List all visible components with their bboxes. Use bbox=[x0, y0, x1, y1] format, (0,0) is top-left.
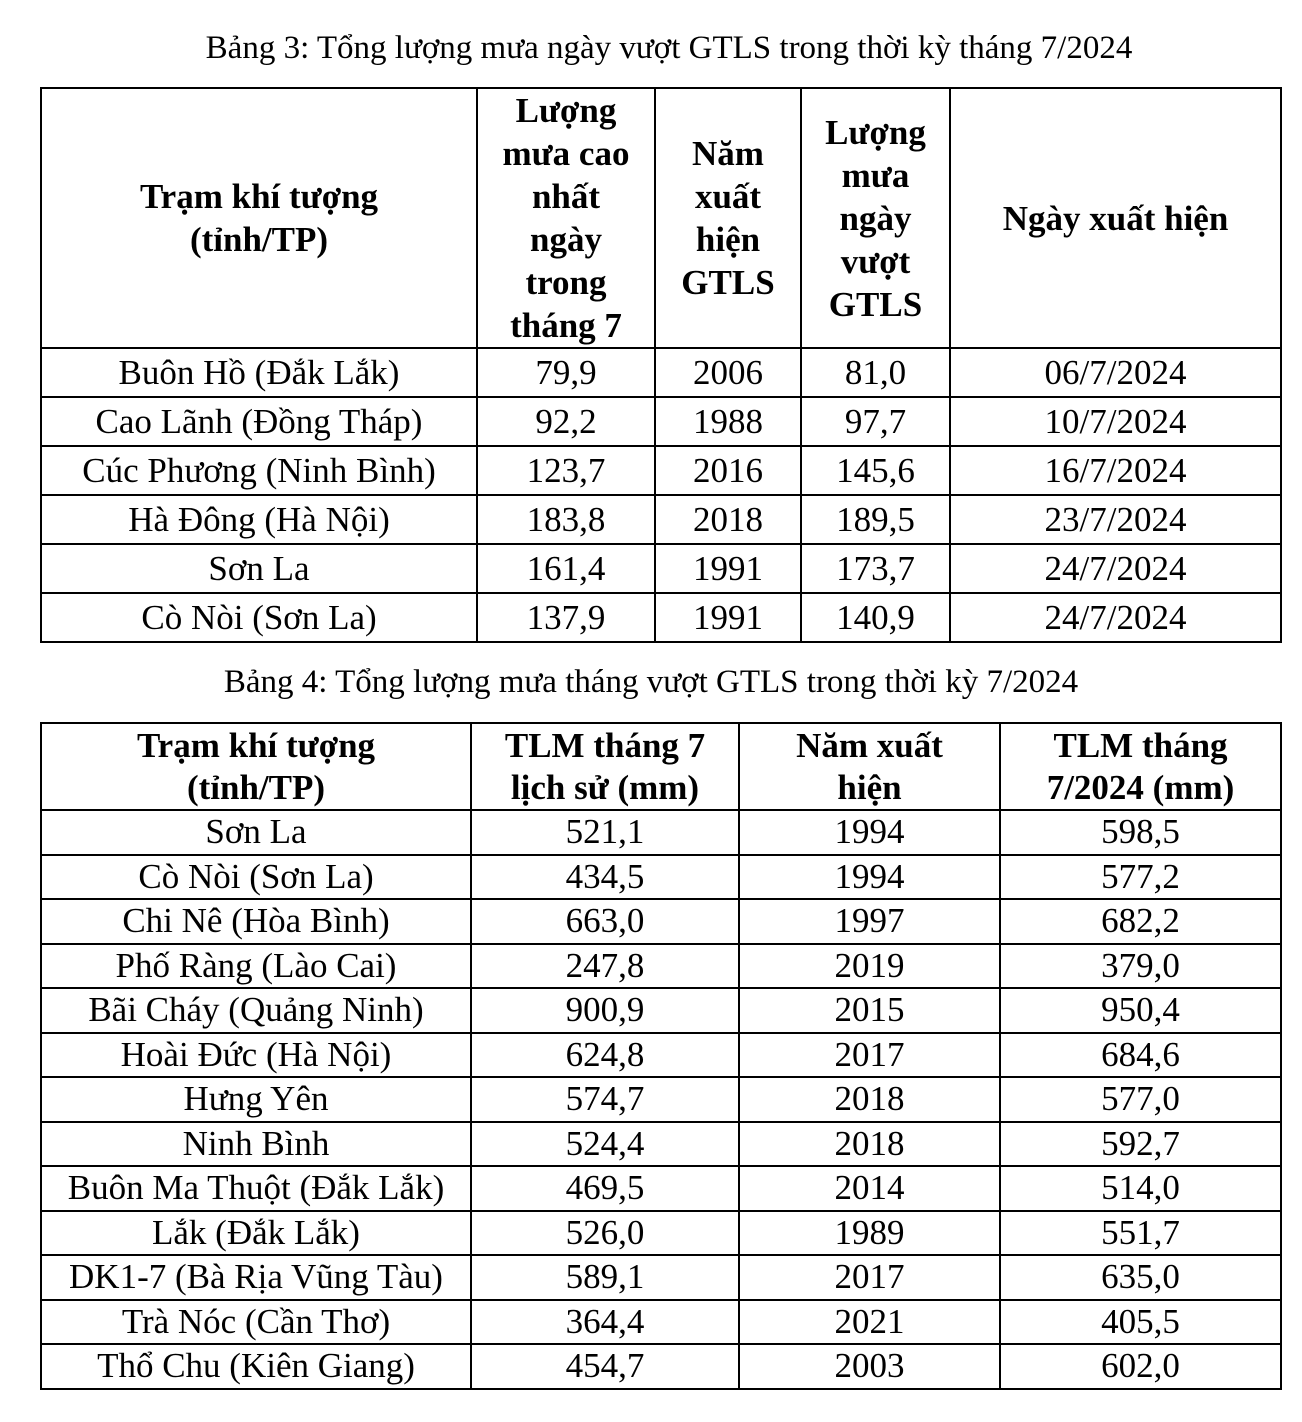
table3-row bbox=[41, 593, 1281, 642]
table3-header-line: ngày bbox=[839, 198, 912, 238]
table3-station-cell: Cò Nòi (Sơn La) bbox=[41, 593, 477, 642]
table3-header-line: nhất bbox=[531, 177, 601, 216]
table4-row bbox=[41, 1211, 1281, 1256]
table3-header-line: Lượng bbox=[515, 91, 617, 130]
table3-value-cell: 81,0 bbox=[801, 348, 950, 397]
table3-header-line: Trạm khí tượng bbox=[139, 177, 379, 216]
table3-value-cell: 173,7 bbox=[801, 544, 950, 593]
table4-row bbox=[41, 810, 1281, 855]
table4-value-cell: 405,5 bbox=[1000, 1300, 1281, 1345]
table4-value-cell: 574,7 bbox=[471, 1077, 739, 1122]
table4-value-cell: 635,0 bbox=[1000, 1255, 1281, 1300]
table4-value-cell: 521,1 bbox=[471, 810, 739, 855]
table4-value-cell: 2003 bbox=[739, 1344, 1000, 1389]
table3-value-cell: 183,8 bbox=[477, 495, 655, 544]
table4-header-cell bbox=[1000, 723, 1281, 810]
table4-row bbox=[41, 988, 1281, 1033]
table4-header-line: hiện bbox=[837, 767, 902, 807]
table3-value-cell: 10/7/2024 bbox=[950, 397, 1281, 446]
table3-header-cell bbox=[477, 88, 655, 348]
table3-value-cell: 97,7 bbox=[801, 397, 950, 446]
table4-value-cell: 434,5 bbox=[471, 855, 739, 900]
table4-value-cell: 684,6 bbox=[1000, 1033, 1281, 1078]
table3-value-cell: 1991 bbox=[655, 544, 801, 593]
table4-value-cell: 2019 bbox=[739, 944, 1000, 989]
table4-row bbox=[41, 1122, 1281, 1167]
table4-row bbox=[41, 1344, 1281, 1389]
table4-station-cell: Lắk (Đắk Lắk) bbox=[41, 1211, 471, 1256]
table4-header-cell bbox=[739, 723, 1000, 810]
table4-station-cell: Buôn Ma Thuột (Đắk Lắk) bbox=[41, 1166, 471, 1211]
table3-header-line: Ngày xuất hiện bbox=[1002, 198, 1229, 238]
table4-value-cell: 2015 bbox=[739, 988, 1000, 1033]
table3-value-cell: 2018 bbox=[655, 495, 801, 544]
table3-header-line: tháng 7 bbox=[510, 306, 622, 345]
table4-value-cell: 2014 bbox=[739, 1166, 1000, 1211]
table4-row bbox=[41, 855, 1281, 900]
table3-value-cell: 23/7/2024 bbox=[950, 495, 1281, 544]
table4-value-cell: 526,0 bbox=[471, 1211, 739, 1256]
table4-value-cell: 524,4 bbox=[471, 1122, 739, 1167]
table3-station-cell: Sơn La bbox=[41, 544, 477, 593]
table4-header-cell bbox=[41, 723, 471, 810]
table3-header-line: GTLS bbox=[681, 263, 775, 302]
table4-value-cell: 682,2 bbox=[1000, 899, 1281, 944]
table4-value-cell: 2018 bbox=[739, 1122, 1000, 1167]
table3-header-line: ngày bbox=[530, 220, 602, 259]
table4-station-cell: Cò Nòi (Sơn La) bbox=[41, 855, 471, 900]
table3-value-cell: 140,9 bbox=[801, 593, 950, 642]
table3-value-cell: 79,9 bbox=[477, 348, 655, 397]
table4-value-cell: 247,8 bbox=[471, 944, 739, 989]
table4-value-cell: 1994 bbox=[739, 810, 1000, 855]
table3-value-cell: 123,7 bbox=[477, 446, 655, 495]
table3-caption: Bảng 3: Tổng lượng mưa ngày vượt GTLS trong thời kỳ tháng 7/2024 bbox=[205, 30, 1133, 66]
table3-station-cell: Cao Lãnh (Đồng Tháp) bbox=[41, 397, 477, 446]
table4-value-cell: 1989 bbox=[739, 1211, 1000, 1256]
table3-row bbox=[41, 348, 1281, 397]
table3-value-cell: 2016 bbox=[655, 446, 801, 495]
table4-station-cell: Hoài Đức (Hà Nội) bbox=[41, 1033, 471, 1078]
table3-value-cell: 2006 bbox=[655, 348, 801, 397]
table3-station-cell: Hà Đông (Hà Nội) bbox=[41, 495, 477, 544]
table3-value-cell: 24/7/2024 bbox=[950, 544, 1281, 593]
table4-value-cell: 469,5 bbox=[471, 1166, 739, 1211]
table4-station-cell: Hưng Yên bbox=[41, 1077, 471, 1122]
table4-caption: Bảng 4: Tổng lượng mưa tháng vượt GTLS trong thời kỳ 7/2024 bbox=[223, 664, 1079, 700]
table4-value-cell: 2017 bbox=[739, 1255, 1000, 1300]
table4-row bbox=[41, 944, 1281, 989]
table3 bbox=[40, 87, 1282, 643]
table4-header-row bbox=[41, 723, 1281, 810]
table3-header-line: hiện bbox=[695, 220, 761, 259]
table4-value-cell: 598,5 bbox=[1000, 810, 1281, 855]
table3-header-line: mưa bbox=[841, 155, 910, 195]
table4-value-cell: 379,0 bbox=[1000, 944, 1281, 989]
table4-value-cell: 624,8 bbox=[471, 1033, 739, 1078]
table4-row bbox=[41, 1300, 1281, 1345]
table3-value-cell: 92,2 bbox=[477, 397, 655, 446]
table4-header-line: TLM tháng bbox=[1053, 725, 1228, 765]
table4-value-cell: 2021 bbox=[739, 1300, 1000, 1345]
table4-station-cell: DK1-7 (Bà Rịa Vũng Tàu) bbox=[41, 1255, 471, 1300]
table4-station-cell: Chi Nê (Hòa Bình) bbox=[41, 899, 471, 944]
table4-row bbox=[41, 1166, 1281, 1211]
table4-value-cell: 1994 bbox=[739, 855, 1000, 900]
table4-header-line: Năm xuất bbox=[796, 725, 943, 765]
table4-value-cell: 514,0 bbox=[1000, 1166, 1281, 1211]
table4-value-cell: 2018 bbox=[739, 1077, 1000, 1122]
table3-header-cell bbox=[655, 88, 801, 348]
table3-header-line: mưa cao bbox=[502, 134, 630, 173]
table4-station-cell: Ninh Bình bbox=[41, 1122, 471, 1167]
table4-row bbox=[41, 1255, 1281, 1300]
table3-header-line: trong bbox=[525, 263, 607, 302]
table3-row bbox=[41, 495, 1281, 544]
table3-value-cell: 24/7/2024 bbox=[950, 593, 1281, 642]
table4-row bbox=[41, 1077, 1281, 1122]
table3-header-line: GTLS bbox=[828, 284, 923, 324]
table4-header-line: (tỉnh/TP) bbox=[186, 767, 326, 807]
table4-station-cell: Thổ Chu (Kiên Giang) bbox=[41, 1344, 471, 1389]
table4-header-line: TLM tháng 7 bbox=[504, 725, 706, 765]
table3-header-line: vượt bbox=[840, 241, 911, 281]
table3-header-cell bbox=[41, 88, 477, 348]
table4-value-cell: 602,0 bbox=[1000, 1344, 1281, 1389]
table3-value-cell: 189,5 bbox=[801, 495, 950, 544]
table4-station-cell: Bãi Cháy (Quảng Ninh) bbox=[41, 988, 471, 1033]
table4-header-line: 7/2024 (mm) bbox=[1046, 767, 1235, 807]
table4-row bbox=[41, 1033, 1281, 1078]
table4-header-line: lịch sử (mm) bbox=[510, 767, 700, 807]
table4-value-cell: 589,1 bbox=[471, 1255, 739, 1300]
table4-value-cell: 663,0 bbox=[471, 899, 739, 944]
table4-station-cell: Sơn La bbox=[41, 810, 471, 855]
table4-value-cell: 364,4 bbox=[471, 1300, 739, 1345]
table3-value-cell: 16/7/2024 bbox=[950, 446, 1281, 495]
table4-value-cell: 551,7 bbox=[1000, 1211, 1281, 1256]
table3-row bbox=[41, 446, 1281, 495]
table3-header-cell bbox=[950, 88, 1281, 348]
table3-header-line: (tỉnh/TP) bbox=[189, 220, 329, 259]
table4-value-cell: 1997 bbox=[739, 899, 1000, 944]
table3-header-line: Lượng bbox=[825, 112, 926, 152]
table4-value-cell: 950,4 bbox=[1000, 988, 1281, 1033]
table3-value-cell: 145,6 bbox=[801, 446, 950, 495]
table4-station-cell: Trà Nóc (Cần Thơ) bbox=[41, 1300, 471, 1345]
table3-row bbox=[41, 397, 1281, 446]
table3-value-cell: 1991 bbox=[655, 593, 801, 642]
table4-value-cell: 454,7 bbox=[471, 1344, 739, 1389]
table4-value-cell: 577,0 bbox=[1000, 1077, 1281, 1122]
table3-header-row bbox=[41, 88, 1281, 348]
table3-header-line: xuất bbox=[694, 177, 762, 216]
table3-body bbox=[41, 348, 1281, 642]
table4-body bbox=[41, 810, 1281, 1389]
table4-value-cell: 2017 bbox=[739, 1033, 1000, 1078]
table3-value-cell: 06/7/2024 bbox=[950, 348, 1281, 397]
table4-row bbox=[41, 899, 1281, 944]
table3-value-cell: 137,9 bbox=[477, 593, 655, 642]
table4-header-cell bbox=[471, 723, 739, 810]
table3-station-cell: Buôn Hồ (Đắk Lắk) bbox=[41, 348, 477, 397]
table4-value-cell: 577,2 bbox=[1000, 855, 1281, 900]
table4-header-line: Trạm khí tượng bbox=[136, 725, 376, 765]
table4-value-cell: 592,7 bbox=[1000, 1122, 1281, 1167]
table3-row bbox=[41, 544, 1281, 593]
table3-value-cell: 161,4 bbox=[477, 544, 655, 593]
table4 bbox=[40, 722, 1282, 1390]
table4-value-cell: 900,9 bbox=[471, 988, 739, 1033]
table4-station-cell: Phố Ràng (Lào Cai) bbox=[41, 944, 471, 989]
table3-station-cell: Cúc Phương (Ninh Bình) bbox=[41, 446, 477, 495]
table3-header-line: Năm bbox=[692, 134, 764, 173]
table3-value-cell: 1988 bbox=[655, 397, 801, 446]
table3-header-cell bbox=[801, 88, 950, 348]
